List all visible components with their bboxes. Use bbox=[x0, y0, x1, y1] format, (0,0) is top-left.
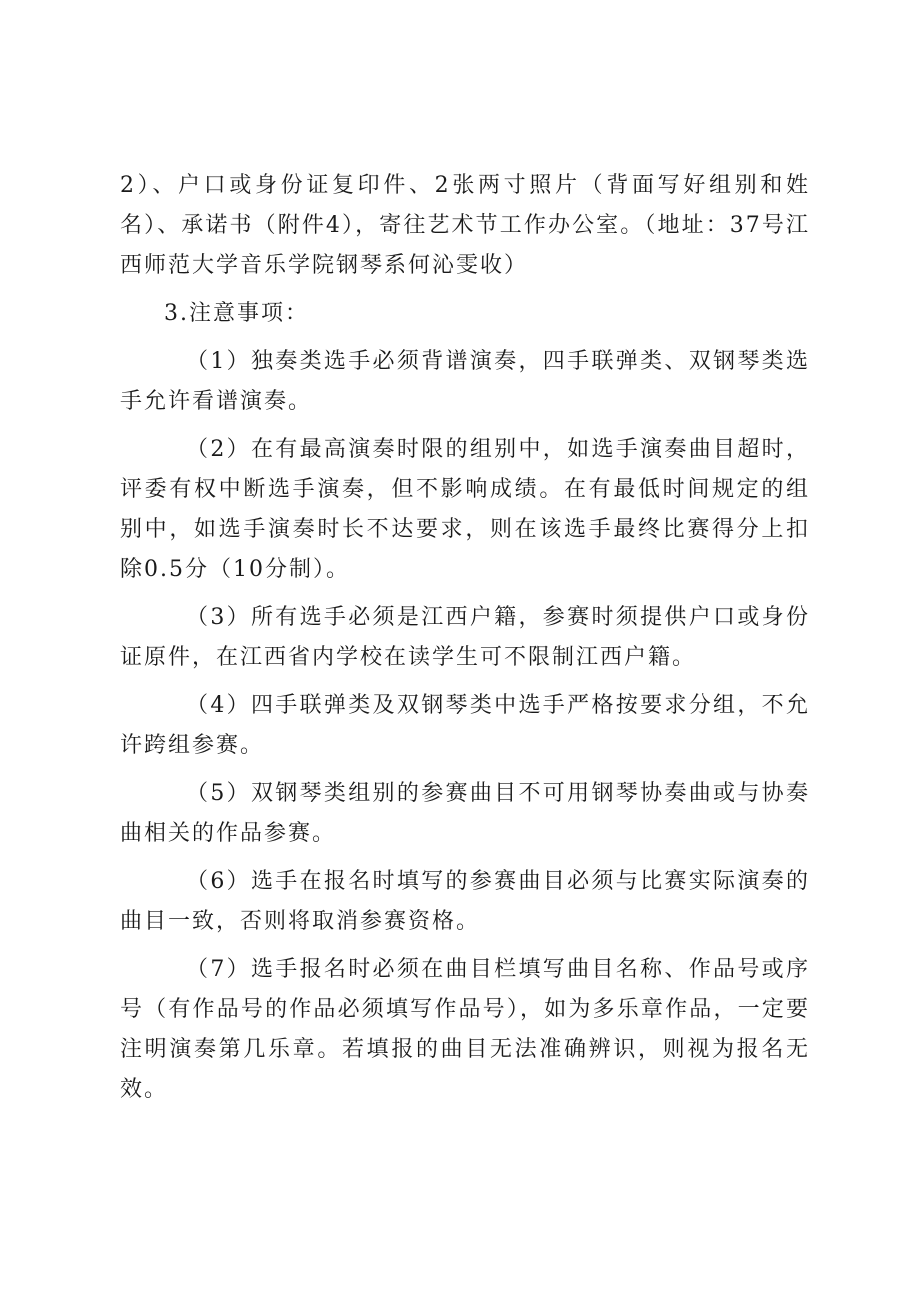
document-body bbox=[120, 166, 810, 1118]
note-item-7: （7）选手报名时必须在曲目栏填写曲目名称、作品号或序号（有作品号的作品必须填写作品号），如为多乐章作品，一定要注明演奏第几乐章。若填报的曲目无法准确辨识，则视为报名无效。 bbox=[120, 957, 810, 1102]
note-item-1: （1）独奏类选手必须背谱演奏，四手联弹类、双钢琴类选手允许看谱演奏。 bbox=[120, 349, 810, 414]
section-heading-notes: 3.注意事项： bbox=[164, 301, 309, 326]
paragraph-continuation: 2）、户口或身份证复印件、2张两寸照片（背面写好组别和姓名）、承诺书（附件4），寄往艺术节工作办公室。（地址：37号江西师范大学音乐学院钢琴系何沁雯收） bbox=[120, 173, 810, 278]
note-item-4: （4）四手联弹类及双钢琴类中选手严格按要求分组，不允许跨组参赛。 bbox=[120, 693, 810, 758]
note-item-3: （3）所有选手必须是江西户籍，参赛时须提供户口或身份证原件，在江西省内学校在读学生可不限制江西户籍。 bbox=[120, 605, 810, 670]
note-item-5: （5）双钢琴类组别的参赛曲目不可用钢琴协奏曲或与协奏曲相关的作品参赛。 bbox=[120, 781, 810, 846]
note-item-2: （2）在有最高演奏时限的组别中，如选手演奏曲目超时，评委有权中断选手演奏，但不影响成绩。在有最低时间规定的组别中，如选手演奏时长不达要求，则在该选手最终比赛得分上扣除0.5分（10分制）。 bbox=[120, 437, 810, 582]
note-item-6: （6）选手在报名时填写的参赛曲目必须与比赛实际演奏的曲目一致，否则将取消参赛资格。 bbox=[120, 869, 810, 934]
